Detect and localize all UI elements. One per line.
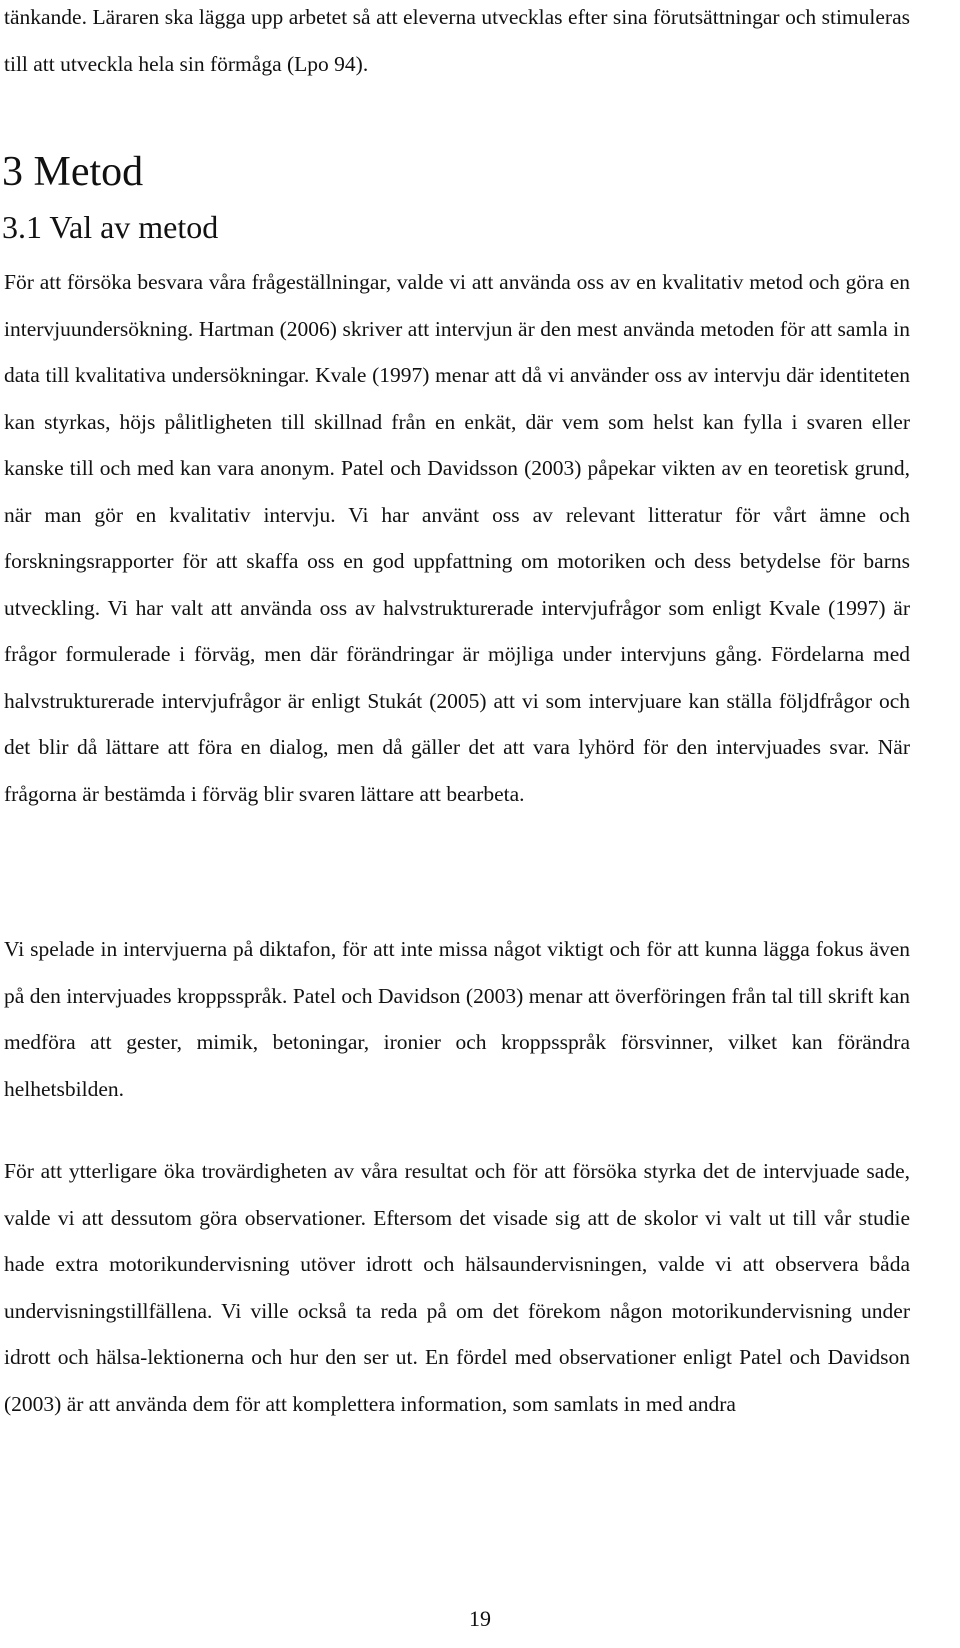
body-paragraph: För att försöka besvara våra frågeställningar, valde vi att använda oss av en kvalitativ metod och göra en intervjuundersökning. Hartman (2006) skriver att intervjun är den mest använda metoden för att samla in data till kvalitativa undersökningar. Kvale (1997) menar att då vi använder oss av intervju där identiteten kan styrkas, höjs pålitligheten till skillnad från en enkät, där vem som helst kan fylla i svaren eller kanske till och med kan vara anonym. Patel och Davidsson (2003) påpekar vikten av en teoretisk grund, när man gör en kvalitativ intervju. Vi har använt oss av relevant litteratur för vårt ämne och forskningsrapporter för att skaffa oss en god uppfattning om motoriken och dess betydelse för barns utveckling. Vi har valt att använda oss av halvstrukturerade intervjufrågor som enligt Kvale (1997) är frågor formulerade i förväg, men där förändringar är möjliga under intervjuns gång. Fördelarna med halvstrukturerade intervjufrågor är enligt Stukát (2005) att vi som intervjuare kan ställa följdfrågor och det blir då lättare att föra en dialog, men då gäller det att vara lyhörd för den intervjuades svar. När frågorna är bestämda i förväg blir svaren lättare att bearbeta. — [4, 270, 910, 806]
body-paragraph: Vi spelade in intervjuerna på diktafon, för att inte missa något viktigt och för att kunna lägga fokus även på den intervjuades kroppsspråk. Patel och Davidson (2003) menar att överföringen från tal till skrift kan medföra att gester, mimik, betoningar, ironier och kroppsspråk försvinner, vilket kan förändra helhetsbilden. — [4, 937, 910, 1101]
body-paragraph: För att ytterligare öka trovärdigheten av våra resultat och för att försöka styrka det de intervjuade sade, valde vi att dessutom göra observationer. Eftersom det visade sig att de skolor vi valt ut till vår studie hade extra motorikundervisning utöver idrott och hälsaundervisningen, valde vi att observera båda undervisningstillfällena. Vi ville också ta reda på om det förekom någon motorikundervisning under idrott och hälsa-lektionerna och hur den ser ut. En fördel med observationer enligt Patel och Davidson (2003) är att använda dem för att komplettera information, som samlats in med andra — [4, 1159, 910, 1416]
intro-paragraph: tänkande. Läraren ska lägga upp arbetet så att eleverna utvecklas efter sina förutsättningar och stimuleras till att utveckla hela sin förmåga (Lpo 94). — [4, 5, 910, 76]
chapter-heading: 3 Metod — [2, 149, 144, 195]
section-heading: 3.1 Val av metod — [2, 209, 219, 245]
page-number: 19 — [469, 1606, 491, 1631]
